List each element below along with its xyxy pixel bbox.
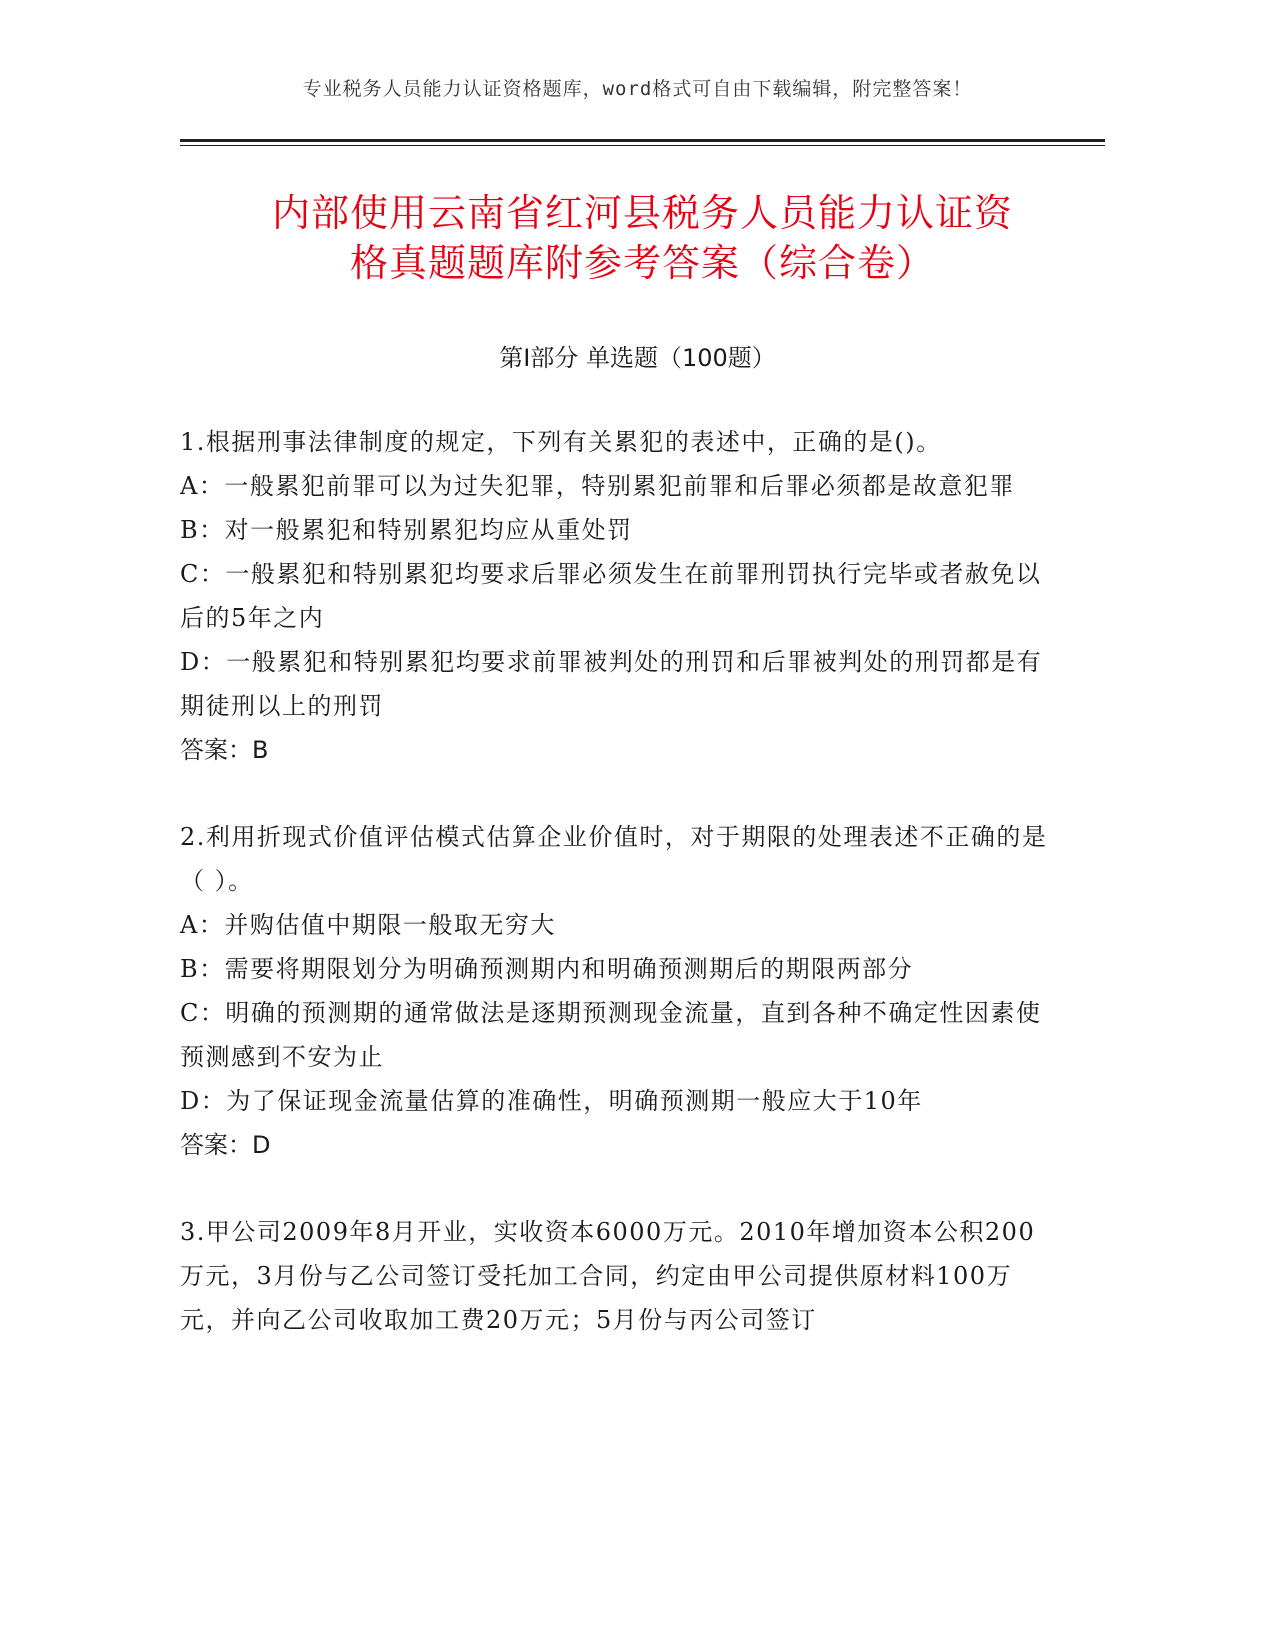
option-c: C：一般累犯和特别累犯均要求后罪必须发生在前罪刑罚执行完毕或者赦免以后的5年之内	[180, 560, 1042, 632]
section-heading: 第Ⅰ部分 单选题（100题）	[499, 344, 776, 372]
answer: 答案：D	[180, 1131, 271, 1159]
page-header: 专业税务人员能力认证资格题库，word格式可自由下载编辑，附完整答案！	[302, 78, 973, 100]
option-b: B：需要将期限划分为明确预测期内和明确预测期后的期限两部分	[180, 955, 914, 983]
question-3	[180, 1210, 1050, 1342]
question-stem: 2.利用折现式价值评估模式估算企业价值时，对于期限的处理表述不正确的是（ ）。	[180, 823, 1048, 895]
option-a: A：一般累犯前罪可以为过失犯罪，特别累犯前罪和后罪必须都是故意犯罪	[180, 472, 1015, 500]
document-title-line-2: 格真题题库附参考答案（综合卷）	[349, 241, 935, 285]
question-1	[180, 420, 1050, 772]
question-2	[180, 815, 1050, 1167]
option-c: C：明确的预测期的通常做法是逐期预测现金流量，直到各种不确定性因素使预测感到不安为止	[180, 999, 1042, 1071]
question-stem: 1.根据刑事法律制度的规定，下列有关累犯的表述中，正确的是()。	[180, 428, 942, 456]
option-d: D：一般累犯和特别累犯均要求前罪被判处的刑罚和后罪被判处的刑罚都是有期徒刑以上的刑罚	[180, 648, 1043, 720]
document-title	[180, 188, 1105, 288]
option-a: A：并购估值中期限一般取无穷大	[180, 911, 556, 939]
option-b: B：对一般累犯和特别累犯均应从重处罚	[180, 516, 633, 544]
answer: 答案：B	[180, 736, 269, 764]
header-rule-thick	[180, 139, 1105, 142]
question-stem: 3.甲公司2009年8月开业，实收资本6000万元。2010年增加资本公积200万元，3月份与乙公司签订受托加工合同，约定由甲公司提供原材料100万元，并向乙公司收取加工费20万元；5月份与丙公司签订	[180, 1218, 1036, 1334]
question-list	[180, 420, 1050, 1385]
option-d: D：为了保证现金流量估算的准确性，明确预测期一般应大于10年	[180, 1087, 923, 1115]
header-rule-thin	[180, 145, 1105, 146]
document-title-line-1: 内部使用云南省红河县税务人员能力认证资	[271, 191, 1013, 235]
